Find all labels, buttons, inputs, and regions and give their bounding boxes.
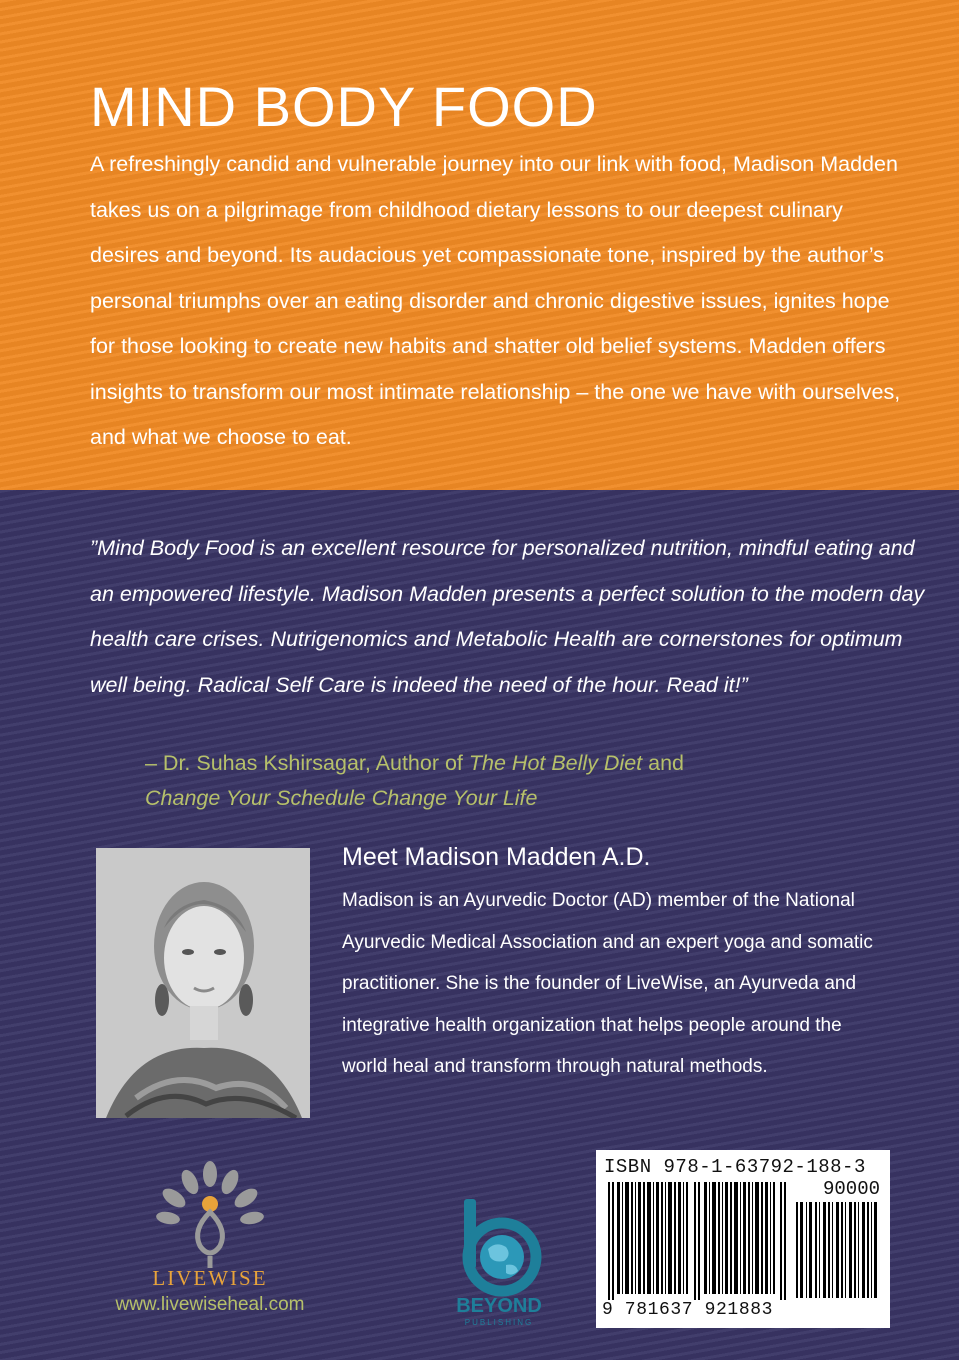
author-portrait-drawing <box>96 848 310 1118</box>
addon-barcode-icon <box>796 1202 878 1298</box>
isbn-label: ISBN 978-1-63792-188-3 <box>604 1156 866 1178</box>
author-portrait <box>96 848 310 1118</box>
book-blurb: A refreshingly candid and vulnerable journey into our link with food, Madison Madden takes us on a pilgrimage from childhood dietary lessons to our deepest culinary desires and beyond. Its audacious yet compassionate tone, inspired by the author’s personal triumphs over an eating disorder and chronic digestive issues, ignites hope for those looking to create new habits and shatter old belief systems. Madden offers insights to transform our most intimate relationship – the one we have with ourselves, and what we choose to eat. <box>90 152 901 449</box>
author-heading: Meet Madison Madden A.D. <box>342 843 651 871</box>
beyond-sub: PUBLISHING <box>464 1318 534 1327</box>
attribution-book-2: Change Your Schedule Change Your Life <box>145 786 538 810</box>
addon-code: 90000 <box>822 1178 880 1200</box>
livewise-url: www.livewiseheal.com <box>115 1294 305 1315</box>
attribution-conjunction: and <box>648 751 685 775</box>
beyond-name: BEYOND <box>456 1295 542 1317</box>
beyond-b-globe-icon <box>432 1195 566 1327</box>
barcode-box <box>596 1150 890 1328</box>
livewise-name: LIVEWISE <box>152 1266 268 1290</box>
endorsement-quote: ”Mind Body Food is an excellent resource for personalized nutrition, mindful eating and an empowered lifestyle. Madison Madden presents a perfect solution to the modern day health care crises. Nutrigenomics and Metabolic Health are cornerstones for optimum well being. Radical Self Care is indeed the need of the hour. Read it!” <box>90 536 925 697</box>
endorsement-attribution <box>145 746 845 816</box>
book-title: MIND BODY FOOD <box>90 75 598 138</box>
author-bio: Madison is an Ayurvedic Doctor (AD) member of the National Ayurvedic Medical Association and an expert yoga and somatic practitioner. She is the founder of LiveWise, an Ayurveda and integrative health organization that helps people around the world heal and transform through natural methods. <box>342 890 873 1077</box>
livewise-tree-icon <box>140 1160 280 1270</box>
barcode-digits: 9 781637 921883 <box>602 1300 774 1320</box>
attribution-book-1: The Hot Belly Diet <box>468 751 643 775</box>
attribution-prefix: – Dr. Suhas Kshirsagar, Author of <box>145 751 463 775</box>
barcode-icon <box>608 1182 792 1300</box>
